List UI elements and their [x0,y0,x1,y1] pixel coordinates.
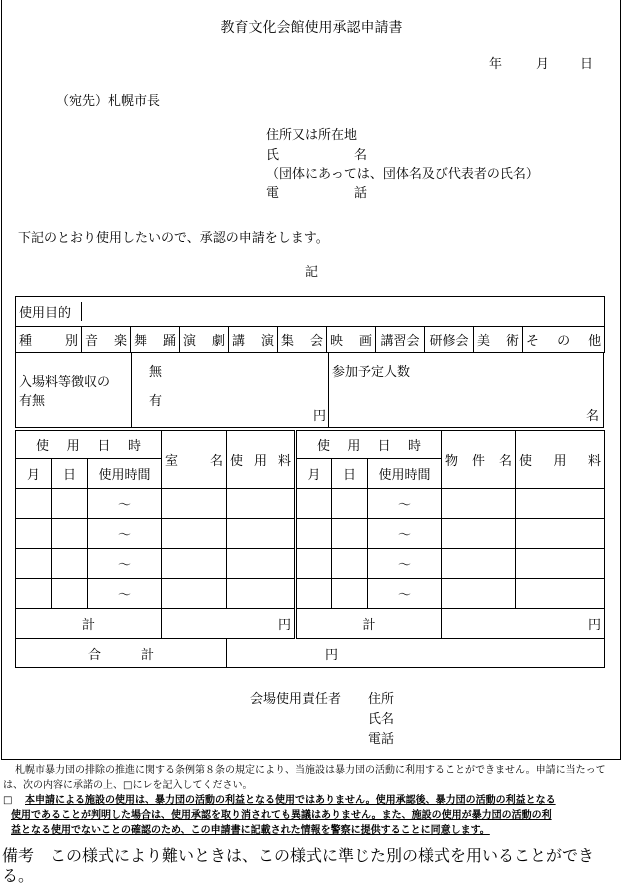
type-option-dance[interactable]: 舞 踊 [131,327,180,353]
responsible-address-label: 住所 [368,692,395,707]
table-row: ～ ～ [16,549,605,579]
purpose-row[interactable] [16,297,605,327]
type-option-music[interactable]: 音 楽 [82,327,131,353]
schedule-table [15,430,605,668]
right-month-header: 月 [296,459,332,489]
fee-none-option[interactable]: 無 [149,365,163,380]
fee-row [15,353,604,428]
left-time-header: 使用時間 [88,459,162,489]
subtotal-row [16,609,605,639]
remark [2,846,594,886]
grand-total-row [16,639,605,668]
right-subtotal-label: 計 [296,609,442,639]
date-month-label: 月 [536,57,550,72]
form-title: 教育文化会館使用承認申請書 [220,20,403,36]
type-option-film[interactable]: 映 画 [327,327,376,353]
consent-text-3: 益となる使用でないことの確認のため、この申請書に記載された情報を警察に提供することに同意します。 [11,825,490,836]
left-month-header: 月 [16,459,52,489]
type-option-lecture[interactable]: 講 演 [229,327,278,353]
left-subtotal-value[interactable]: 円 [162,609,296,639]
date-day-label: 日 [580,57,594,72]
table-row: ～ ～ [16,489,605,519]
right-time-header: 使用時間 [368,459,442,489]
right-subtotal-value[interactable]: 円 [442,609,605,639]
left-datetime-header: 使 用 日 時 [16,431,162,459]
purpose-type-table [15,296,605,353]
responsible-tel-label: 電話 [368,732,395,747]
type-label-2: 別 [64,334,78,349]
right-datetime-header: 使 用 日 時 [296,431,442,459]
fee-label: 入場料等徴収の 有無 [19,375,111,409]
type-label-1: 種 [19,334,33,349]
applicant-name-label-2: 名 [354,148,368,163]
grand-total-label: 合 計 [16,639,227,668]
left-fee-header: 使 用 料 [227,431,296,489]
consent-text-1: 本申請による施設の使用は、暴力団の活動の利益となる使用ではありません。使用承認後、暴力団の活動の利益となる [25,795,556,806]
left-day-header: 日 [52,459,88,489]
grand-total-value[interactable]: 円 [227,639,605,668]
fee-yes-option[interactable]: 有 [149,394,163,409]
responsible-label: 会場使用責任者 [250,692,342,707]
responsible-name-label: 氏名 [368,712,395,727]
fee-yen-unit: 円 [313,409,327,424]
intro-text: 下記のとおり使用したいので、承認の申請をします。 [18,231,329,246]
room-header: 室 名 [162,431,227,489]
applicant-name-label-1: 氏 [266,148,280,163]
type-option-drama[interactable]: 演 劇 [180,327,229,353]
consent-text-2: 使用であることが判明した場合は、使用承認を取り消されても異議はありません。また、施設の使用が暴力団の活動の利 [11,810,552,821]
type-label-cell [16,327,82,353]
type-option-art[interactable]: 美 術 [474,327,523,353]
table-row: ～ ～ [16,519,605,549]
type-option-course[interactable]: 講習会 [376,327,425,353]
right-fee-header: 使 用 料 [516,431,605,489]
date-year-label: 年 [489,57,503,72]
remark-line-2: る。 [2,866,35,885]
applicant-tel-label-1: 電 [266,186,280,201]
applicant-address-label: 住所又は所在地 [266,128,358,143]
applicant-tel-label-2: 話 [354,186,368,201]
table-row: ～ ～ [16,579,605,609]
attendees-label: 参加予定人数 [332,365,411,380]
consent-checkbox[interactable]: □ [3,795,13,806]
type-option-other[interactable]: そ の 他 [523,327,605,353]
left-subtotal-label: 計 [16,609,162,639]
ordinance-note: 札幌市暴力団の排除の推進に関する条例第８条の規定により、当施設は暴力団の活動に利用することができません。申請に当たっては、次の内容に承諾の上、□にレを記入してください。 [3,765,606,791]
ki-label: 記 [305,265,319,280]
type-row [16,327,605,353]
remark-line-1: 備考 この様式により難いときは、この様式に準じた別の様式を用いることができ [2,846,595,865]
addressee: （宛先）札幌市長 [56,94,161,109]
type-option-training[interactable]: 研修会 [425,327,474,353]
right-day-header: 日 [332,459,368,489]
type-option-meeting[interactable]: 集 会 [278,327,327,353]
item-header: 物 件 名 [442,431,516,489]
attendees-unit: 名 [586,409,600,424]
applicant-org-note: （団体にあっては、団体名及び代表者の氏名） [266,167,539,182]
purpose-label: 使用目的 [16,302,82,321]
